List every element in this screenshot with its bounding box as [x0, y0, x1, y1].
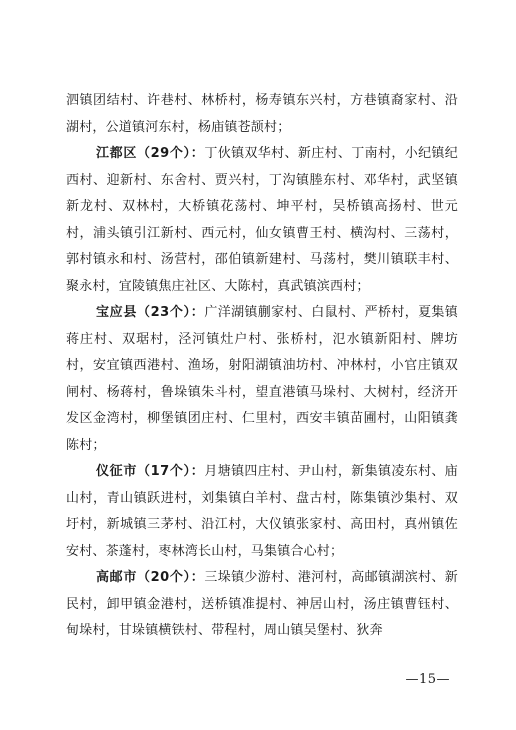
- section-text: 广洋湖镇蒯家村、白鼠村、严桥村，夏集镇蒋庄村、双琚村，泾河镇灶户村、张桥村，氾水镇新阳村、牌坊村，安宜镇西港村、渔场，射阳湖镇油坊村、冲林村，小官庄镇双闸村、杨蒋村，鲁垛镇朱斗村，望直港镇马垛村、大树村，经济开发区金湾村，柳堡镇团庄村、仁里村，西安丰镇苗圃村，山阳镇龚陈村；: [66, 305, 458, 453]
- document-body: [66, 88, 458, 645]
- section-gaoyou: [66, 565, 458, 645]
- continuation-paragraph: [66, 88, 458, 141]
- section-baoying: [66, 300, 458, 459]
- section-text: 月塘镇四庄村、尹山村，新集镇凌东村、庙山村，青山镇跃进村，刘集镇白羊村、盘古村，陈集镇沙集村、双圩村，新城镇三茅村、沿江村，大仪镇张家村、高田村，真州镇佐安村、茶蓬村，枣林湾长山村，马集镇合心村；: [66, 464, 458, 559]
- continuation-text: 泗镇团结村、许巷村、林桥村，杨寿镇东兴村，方巷镇裔家村、沿湖村，公道镇河东村，杨庙镇苍颉村；: [66, 93, 458, 135]
- section-text: 三垛镇少游村、港河村，高邮镇湖滨村、新民村，卸甲镇金港村，送桥镇准提村、神居山村，汤庄镇曹钰村、甸垛村，甘垛镇横铁村、带程村，周山镇吴堡村、狄奔: [66, 570, 458, 638]
- page-number: —15—: [405, 672, 450, 687]
- section-heading: 江都区（29个）：: [96, 146, 205, 161]
- section-heading: 仪征市（17个）：: [96, 464, 205, 479]
- section-jiangdu: [66, 141, 458, 300]
- section-heading: 宝应县（23个）：: [96, 305, 205, 320]
- section-text: 丁伙镇双华村、新庄村、丁南村，小纪镇纪西村、迎新村、东舍村、贾兴村，丁沟镇塍东村、邓华村，武坚镇新龙村、双林村，大桥镇花荡村、坤平村，吴桥镇高扬村、世元村，浦头镇引江新村、西元村，仙女镇曹王村、横沟村、三荡村，郭村镇永和村、汤营村，邵伯镇新建村、马荡村，樊川镇联丰村、聚永村，宜陵镇焦庄社区、大陈村，真武镇滨西村；: [66, 146, 458, 294]
- section-heading: 高邮市（20个）：: [96, 570, 205, 585]
- section-yizheng: [66, 459, 458, 565]
